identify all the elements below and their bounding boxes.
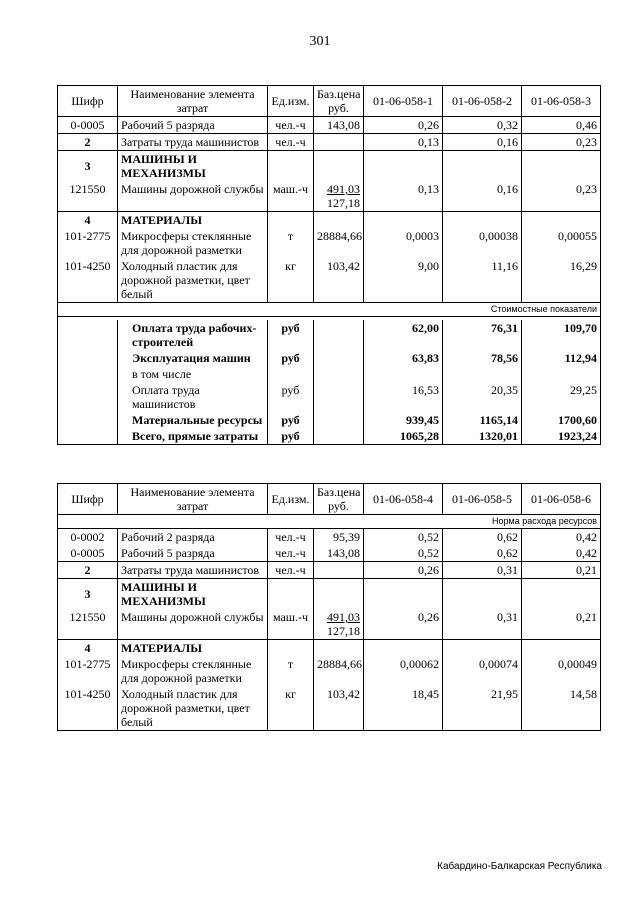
header-name: Наименование элемента затрат — [118, 86, 268, 117]
summary-row — [58, 412, 601, 428]
section-row — [58, 151, 601, 182]
cell-value: 0,00049 — [522, 656, 601, 686]
table-row — [58, 258, 601, 303]
region-footer: Кабардино-Балкарская Республика — [437, 861, 602, 872]
cell-value: 0,42 — [522, 529, 601, 546]
summary-value: 16,53 — [364, 382, 443, 412]
cell-code: 3 — [58, 151, 118, 182]
summary-value: 20,35 — [443, 382, 522, 412]
resource-table-2 — [57, 483, 601, 731]
cell-name: Холодный пластик для дорожной разметки, цвет белый — [118, 258, 268, 303]
cell-name: Рабочий 2 разряда — [118, 529, 268, 546]
summary-row — [58, 366, 601, 382]
cell-value: 0,13 — [364, 134, 443, 151]
cell-value: 0,23 — [522, 134, 601, 151]
summary-row — [58, 320, 601, 350]
cell-name: Рабочий 5 разряда — [118, 117, 268, 134]
cell-name: Машины дорожной службы — [118, 181, 268, 212]
cell-value: 0,62 — [443, 529, 522, 546]
cell-value: 0,0003 — [364, 228, 443, 258]
table-row — [58, 686, 601, 731]
header-name: Наименование элемента затрат — [118, 484, 268, 515]
cell-value: 0,26 — [364, 117, 443, 134]
summary-name: Оплата труда машинистов — [118, 382, 268, 412]
table-row — [58, 181, 601, 212]
summary-name: Оплата труда рабочих-строителей — [118, 320, 268, 350]
cell-value: 11,16 — [443, 258, 522, 303]
cell-name: Затраты труда машинистов — [118, 562, 268, 579]
cell-code: 0-0005 — [58, 545, 118, 562]
header-unit: Ед.изм. — [268, 484, 314, 515]
cell-value: 0,26 — [364, 609, 443, 640]
header-col: 01-06-058-5 — [443, 484, 522, 515]
cell-price: 491,03 — [327, 610, 360, 624]
cell-code: 121550 — [58, 181, 118, 212]
header-col: 01-06-058-6 — [522, 484, 601, 515]
summary-value: 112,94 — [522, 350, 601, 366]
cell-value: 18,45 — [364, 686, 443, 731]
cost-indicators-note: Стоимостные показатели — [58, 303, 601, 317]
cell-unit: маш.-ч — [268, 181, 314, 212]
summary-unit: руб — [268, 428, 314, 445]
cell-value: 0,00062 — [364, 656, 443, 686]
cell-unit: т — [268, 228, 314, 258]
header-col: 01-06-058-3 — [522, 86, 601, 117]
cell-unit: чел.-ч — [268, 117, 314, 134]
cell-value: 0,31 — [443, 562, 522, 579]
table-header-row — [58, 484, 601, 515]
section-row — [58, 212, 601, 229]
note-row — [58, 303, 601, 317]
section-row — [58, 640, 601, 657]
cell-price: 491,03 — [327, 182, 360, 196]
summary-value: 1923,24 — [522, 428, 601, 445]
summary-row — [58, 428, 601, 445]
table-row — [58, 545, 601, 562]
summary-value: 62,00 — [364, 320, 443, 350]
cell-value: 0,16 — [443, 181, 522, 212]
cell-name: Машины дорожной службы — [118, 609, 268, 640]
summary-name: в том числе — [118, 366, 268, 382]
table-row — [58, 228, 601, 258]
cell-value: 0,26 — [364, 562, 443, 579]
cell-price: 143,08 — [314, 545, 364, 562]
resource-table-1 — [57, 85, 601, 445]
cell-code: 101-2775 — [58, 228, 118, 258]
cell-price: 103,42 — [314, 686, 364, 731]
note-row — [58, 515, 601, 529]
summary-value: 29,25 — [522, 382, 601, 412]
header-col: 01-06-058-2 — [443, 86, 522, 117]
cell-name: Затраты труда машинистов — [118, 134, 268, 151]
section-title: МАШИНЫ И МЕХАНИЗМЫ — [118, 151, 268, 182]
table-row — [58, 117, 601, 134]
cell-code: 2 — [58, 562, 118, 579]
resource-norm-note: Норма расхода ресурсов — [58, 515, 601, 529]
summary-name: Эксплуатация машин — [118, 350, 268, 366]
summary-value: 78,56 — [443, 350, 522, 366]
cell-unit: чел.-ч — [268, 134, 314, 151]
cell-price: 143,08 — [314, 117, 364, 134]
cell-value: 0,23 — [522, 181, 601, 212]
cell-name: Холодный пластик для дорожной разметки, цвет белый — [118, 686, 268, 731]
cell-value: 0,13 — [364, 181, 443, 212]
cell-price: 95,39 — [314, 529, 364, 546]
summary-row — [58, 382, 601, 412]
table-row — [58, 529, 601, 546]
cell-value: 0,16 — [443, 134, 522, 151]
summary-value: 63,83 — [364, 350, 443, 366]
cell-value: 0,32 — [443, 117, 522, 134]
cell-unit: маш.-ч — [268, 609, 314, 640]
summary-value: 1165,14 — [443, 412, 522, 428]
cell-price — [314, 134, 364, 151]
cell-price: 28884,66 — [314, 656, 364, 686]
cell-code: 101-4250 — [58, 258, 118, 303]
cell-value: 0,46 — [522, 117, 601, 134]
cell-code: 0-0002 — [58, 529, 118, 546]
cell-unit: чел.-ч — [268, 529, 314, 546]
header-unit: Ед.изм. — [268, 86, 314, 117]
cell-name: Микросферы стеклянные для дорожной разметки — [118, 228, 268, 258]
cell-price: 28884,66 — [314, 228, 364, 258]
header-price: Баз.цена руб. — [314, 86, 364, 117]
summary-value: 1065,28 — [364, 428, 443, 445]
table-header-row — [58, 86, 601, 117]
table-row — [58, 656, 601, 686]
header-code: Шифр — [58, 86, 118, 117]
cell-code: 4 — [58, 640, 118, 657]
section-title: МАТЕРИАЛЫ — [118, 212, 268, 229]
cell-code: 101-2775 — [58, 656, 118, 686]
cell-unit: т — [268, 656, 314, 686]
summary-unit: руб — [268, 382, 314, 412]
cell-value: 0,52 — [364, 529, 443, 546]
cell-value: 0,21 — [522, 562, 601, 579]
summary-row — [58, 350, 601, 366]
cell-value: 0,00055 — [522, 228, 601, 258]
cell-unit: чел.-ч — [268, 545, 314, 562]
header-price: Баз.цена руб. — [314, 484, 364, 515]
header-col: 01-06-058-1 — [364, 86, 443, 117]
cell-code: 4 — [58, 212, 118, 229]
cell-price-secondary: 127,18 — [327, 196, 360, 210]
cell-value: 21,95 — [443, 686, 522, 731]
section-title: МАШИНЫ И МЕХАНИЗМЫ — [118, 579, 268, 610]
table-row — [58, 134, 601, 151]
section-row — [58, 579, 601, 610]
cell-price — [314, 562, 364, 579]
table-row — [58, 609, 601, 640]
summary-value: 1320,01 — [443, 428, 522, 445]
summary-value: 1700,60 — [522, 412, 601, 428]
summary-name: Материальные ресурсы — [118, 412, 268, 428]
cell-code: 3 — [58, 579, 118, 610]
table-row — [58, 562, 601, 579]
cell-value: 9,00 — [364, 258, 443, 303]
cell-code: 121550 — [58, 609, 118, 640]
cell-value: 0,21 — [522, 609, 601, 640]
cell-unit: чел.-ч — [268, 562, 314, 579]
summary-value: 939,45 — [364, 412, 443, 428]
cell-price-secondary: 127,18 — [327, 624, 360, 638]
cell-code: 0-0005 — [58, 117, 118, 134]
cell-unit: кг — [268, 258, 314, 303]
cell-value: 0,00038 — [443, 228, 522, 258]
cell-value: 0,42 — [522, 545, 601, 562]
summary-value: 109,70 — [522, 320, 601, 350]
cell-value: 0,00074 — [443, 656, 522, 686]
section-title: МАТЕРИАЛЫ — [118, 640, 268, 657]
cell-price: 103,42 — [314, 258, 364, 303]
cell-code: 101-4250 — [58, 686, 118, 731]
cell-name: Микросферы стеклянные для дорожной разметки — [118, 656, 268, 686]
cell-value: 14,58 — [522, 686, 601, 731]
summary-unit: руб — [268, 350, 314, 366]
cell-value: 0,62 — [443, 545, 522, 562]
page-number: 301 — [309, 34, 331, 49]
summary-value: 76,31 — [443, 320, 522, 350]
summary-unit: руб — [268, 412, 314, 428]
header-code: Шифр — [58, 484, 118, 515]
summary-name: Всего, прямые затраты — [118, 428, 268, 445]
cell-unit: кг — [268, 686, 314, 731]
cell-value: 0,31 — [443, 609, 522, 640]
cell-name: Рабочий 5 разряда — [118, 545, 268, 562]
cell-value: 0,52 — [364, 545, 443, 562]
cell-code: 2 — [58, 134, 118, 151]
header-col: 01-06-058-4 — [364, 484, 443, 515]
summary-unit: руб — [268, 320, 314, 350]
cell-value: 16,29 — [522, 258, 601, 303]
